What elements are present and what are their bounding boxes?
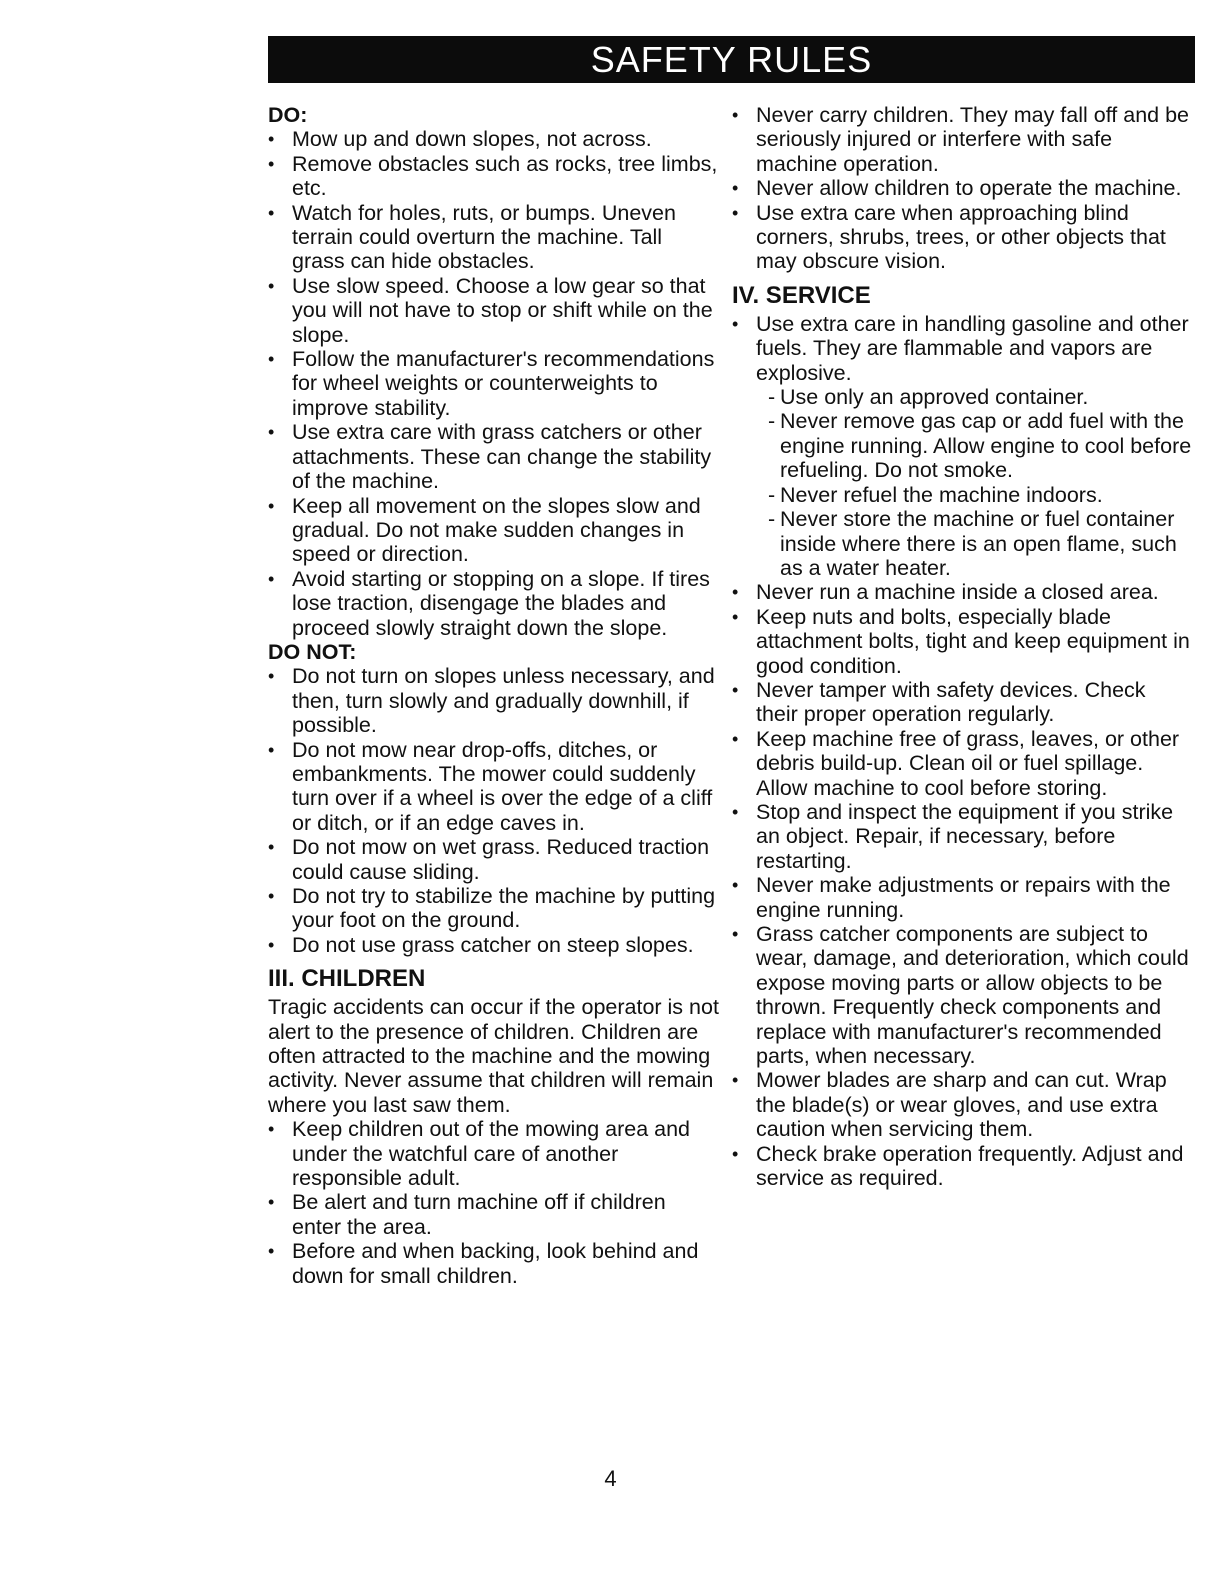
sublist-item: - Never remove gas cap or add fuel with the engine running. Allow engine to cool before refueling. Do not smoke. bbox=[768, 409, 1192, 482]
list-item: • Never run a machine inside a closed area. bbox=[732, 580, 1192, 604]
list-item: • Keep all movement on the slopes slow and gradual. Do not make sudden changes in speed or direction. bbox=[268, 494, 720, 567]
do-list bbox=[268, 127, 720, 640]
list-item: • Remove obstacles such as rocks, tree limbs, etc. bbox=[268, 152, 720, 201]
page-number: 4 bbox=[604, 1466, 617, 1491]
do-not-list bbox=[268, 664, 720, 957]
list-item: • Mow up and down slopes, not across. bbox=[268, 127, 720, 151]
list-item: • Do not use grass catcher on steep slopes. bbox=[268, 933, 720, 957]
list-item: • Do not turn on slopes unless necessary, and then, turn slowly and gradually downhill, if possible. bbox=[268, 664, 720, 737]
list-item: • Never tamper with safety devices. Check their proper operation regularly. bbox=[732, 678, 1192, 727]
sublist-item: - Use only an approved container. bbox=[768, 385, 1192, 409]
list-item: • Stop and inspect the equipment if you strike an object. Repair, if necessary, before restarting. bbox=[732, 800, 1192, 873]
list-item: • Keep nuts and bolts, especially blade attachment bolts, tight and keep equipment in good condition. bbox=[732, 605, 1192, 678]
fuel-sublist bbox=[756, 385, 1192, 580]
do-label: DO: bbox=[268, 103, 308, 127]
list-item: • Use slow speed. Choose a low gear so that you will not have to stop or shift while on the slope. bbox=[268, 274, 720, 347]
service-heading: IV. SERVICE bbox=[732, 281, 871, 309]
list-item: • Before and when backing, look behind and down for small children. bbox=[268, 1239, 720, 1288]
list-item: • Be alert and turn machine off if children enter the area. bbox=[268, 1190, 720, 1239]
children-intro: Tragic accidents can occur if the operator is not alert to the presence of children. Children are often attracted to the machine and the mowing activity. Never assume that children will remain where you last saw them. bbox=[268, 995, 719, 1117]
list-item: • Grass catcher components are subject to wear, damage, and deterioration, which could expose moving parts or allow objects to be thrown. Frequently check components and replace with manufacturer's recommended parts, when necessary. bbox=[732, 922, 1192, 1068]
list-item: • Do not mow near drop-offs, ditches, or embankments. The mower could suddenly turn over if a wheel is over the edge of a cliff or ditch, or if an edge caves in. bbox=[268, 738, 720, 836]
list-item: • Watch for holes, ruts, or bumps. Uneven terrain could overturn the machine. Tall grass can hide obstacles. bbox=[268, 201, 720, 274]
list-item: • Keep machine free of grass, leaves, or other debris build-up. Clean oil or fuel spillage. Allow machine to cool before storing. bbox=[732, 727, 1192, 800]
children-heading: III. CHILDREN bbox=[268, 965, 426, 993]
list-item: • Never allow children to operate the machine. bbox=[732, 176, 1192, 200]
list-item: • Do not try to stabilize the machine by putting your foot on the ground. bbox=[268, 884, 720, 933]
list-item: • Do not mow on wet grass. Reduced traction could cause sliding. bbox=[268, 835, 720, 884]
list-item: • Use extra care with grass catchers or other attachments. These can change the stability of the machine. bbox=[268, 420, 720, 493]
list-item: • Never make adjustments or repairs with the engine running. bbox=[732, 873, 1192, 922]
list-item: • Follow the manufacturer's recommendations for wheel weights or counterweights to improve stability. bbox=[268, 347, 720, 420]
list-item: • Use extra care when approaching blind corners, shrubs, trees, or other objects that may obscure vision. bbox=[732, 201, 1192, 274]
list-item bbox=[732, 312, 1192, 580]
list-item: • Mower blades are sharp and can cut. Wrap the blade(s) or wear gloves, and use extra caution when servicing them. bbox=[732, 1068, 1192, 1141]
page-title: SAFETY RULES bbox=[268, 36, 1195, 83]
sublist-item: - Never store the machine or fuel container inside where there is an open flame, such as a water heater. bbox=[768, 507, 1192, 580]
service-list bbox=[732, 312, 1192, 1191]
left-column bbox=[268, 103, 720, 1288]
do-not-label: DO NOT: bbox=[268, 639, 357, 664]
right-column bbox=[732, 103, 1192, 1190]
list-item: • Check brake operation frequently. Adjust and service as required. bbox=[732, 1142, 1192, 1191]
list-item-text: Use extra care in handling gasoline and other fuels. They are flammable and vapors are explosive. bbox=[756, 311, 1189, 385]
children-list-continued bbox=[732, 103, 1192, 274]
list-item: • Never carry children. They may fall off and be seriously injured or interfere with safe machine operation. bbox=[732, 103, 1192, 176]
list-item: • Avoid starting or stopping on a slope. If tires lose traction, disengage the blades and proceed slowly straight down the slope. bbox=[268, 567, 720, 640]
children-list bbox=[268, 1117, 720, 1288]
list-item: • Keep children out of the mowing area and under the watchful care of another responsible adult. bbox=[268, 1117, 720, 1190]
sublist-item: - Never refuel the machine indoors. bbox=[768, 483, 1192, 507]
